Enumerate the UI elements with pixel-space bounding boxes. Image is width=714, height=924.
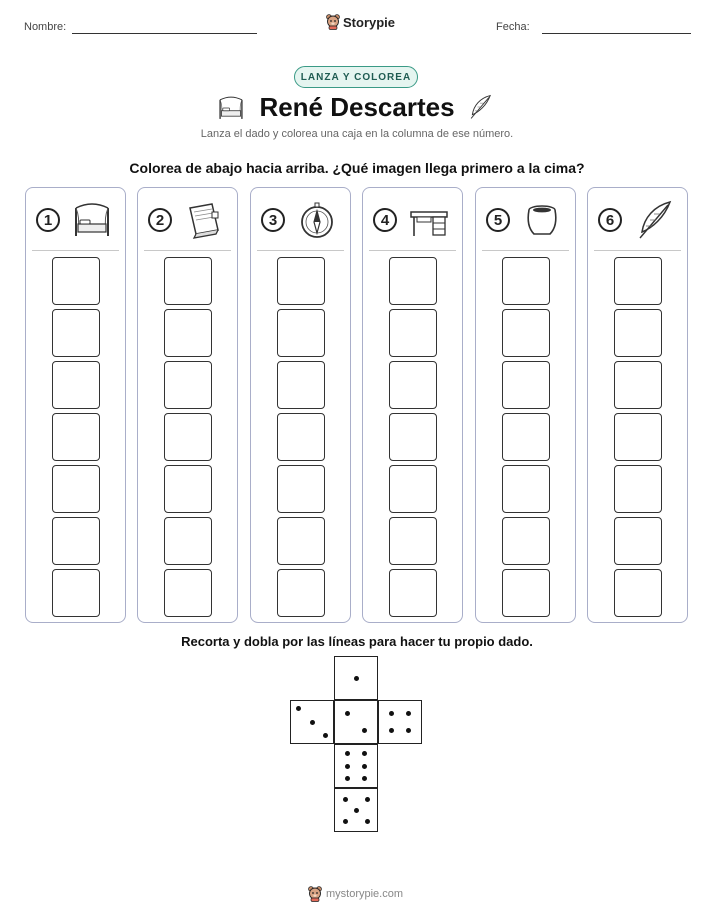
die-pip xyxy=(365,819,370,824)
column-divider xyxy=(32,250,119,251)
color-box[interactable] xyxy=(614,257,662,305)
name-label: Nombre: xyxy=(24,21,67,33)
color-box[interactable] xyxy=(277,517,325,565)
die-pip xyxy=(362,751,367,756)
bear-logo-icon xyxy=(326,14,340,30)
color-box[interactable] xyxy=(502,569,550,617)
color-box[interactable] xyxy=(502,517,550,565)
color-box[interactable] xyxy=(164,257,212,305)
footer xyxy=(308,886,403,902)
die-pip xyxy=(343,819,348,824)
color-box[interactable] xyxy=(52,569,100,617)
instruction: Colorea de abajo hacia arriba. ¿Qué imagen llega primero a la cima? xyxy=(129,160,585,176)
column-1 xyxy=(25,187,126,623)
color-box[interactable] xyxy=(164,569,212,617)
color-box[interactable] xyxy=(52,465,100,513)
quill-title-icon xyxy=(466,91,494,128)
die-pip xyxy=(354,808,359,813)
color-box[interactable] xyxy=(389,257,437,305)
die-net xyxy=(290,656,426,836)
die-pip xyxy=(323,733,328,738)
color-box[interactable] xyxy=(52,309,100,357)
date-line[interactable] xyxy=(542,33,691,34)
die-pip xyxy=(345,711,350,716)
die-pip xyxy=(345,751,350,756)
book-icon xyxy=(182,198,226,242)
column-number: 2 xyxy=(148,208,172,232)
color-box[interactable] xyxy=(389,361,437,409)
die-face-4 xyxy=(378,700,422,744)
page-title: René Descartes xyxy=(259,92,455,122)
column-number: 1 xyxy=(36,208,60,232)
die-face-5 xyxy=(334,788,378,832)
column-number: 4 xyxy=(373,208,397,232)
color-box[interactable] xyxy=(277,413,325,461)
pot-icon xyxy=(520,198,564,242)
die-pip xyxy=(362,728,367,733)
column-divider xyxy=(482,250,569,251)
date-label: Fecha: xyxy=(496,21,530,33)
die-face-1 xyxy=(334,656,378,700)
color-box[interactable] xyxy=(614,517,662,565)
color-box[interactable] xyxy=(164,361,212,409)
color-box[interactable] xyxy=(277,361,325,409)
bear-logo-icon xyxy=(308,886,322,902)
color-box[interactable] xyxy=(614,465,662,513)
quill-icon xyxy=(632,198,676,242)
column-divider xyxy=(144,250,231,251)
color-box[interactable] xyxy=(164,465,212,513)
color-box[interactable] xyxy=(614,361,662,409)
color-box[interactable] xyxy=(389,413,437,461)
die-pip xyxy=(345,776,350,781)
column-divider xyxy=(594,250,681,251)
cut-instruction: Recorta y dobla por las líneas para hacer tu propio dado. xyxy=(181,634,533,649)
die-pip xyxy=(389,728,394,733)
column-3 xyxy=(250,187,351,623)
column-number: 5 xyxy=(486,208,510,232)
color-box[interactable] xyxy=(502,309,550,357)
column-divider xyxy=(257,250,344,251)
compass-icon xyxy=(295,198,339,242)
color-box[interactable] xyxy=(52,413,100,461)
color-box[interactable] xyxy=(52,361,100,409)
die-pip xyxy=(362,776,367,781)
die-pip xyxy=(406,728,411,733)
name-line[interactable] xyxy=(72,33,257,34)
color-box[interactable] xyxy=(614,309,662,357)
brand-logo xyxy=(326,14,395,30)
die-pip xyxy=(310,720,315,725)
color-box[interactable] xyxy=(277,465,325,513)
column-5 xyxy=(475,187,576,623)
color-box[interactable] xyxy=(277,569,325,617)
color-box[interactable] xyxy=(52,257,100,305)
die-face-2 xyxy=(334,700,378,744)
column-number: 6 xyxy=(598,208,622,232)
color-box[interactable] xyxy=(502,361,550,409)
color-box[interactable] xyxy=(389,569,437,617)
color-box[interactable] xyxy=(164,413,212,461)
die-pip xyxy=(389,711,394,716)
color-box[interactable] xyxy=(164,309,212,357)
die-face-6 xyxy=(334,744,378,788)
brand-name: Storypie xyxy=(343,14,396,30)
column-6 xyxy=(587,187,688,623)
column-2 xyxy=(137,187,238,623)
die-pip xyxy=(343,797,348,802)
footer-url: mystorypie.com xyxy=(326,888,404,900)
die-face-3 xyxy=(290,700,334,744)
subtitle: Lanza el dado y colorea una caja en la columna de ese número. xyxy=(200,128,514,140)
color-box[interactable] xyxy=(502,413,550,461)
color-box[interactable] xyxy=(502,257,550,305)
color-box[interactable] xyxy=(164,517,212,565)
die-pip xyxy=(345,764,350,769)
color-box[interactable] xyxy=(389,465,437,513)
die-pip xyxy=(365,797,370,802)
die-pip xyxy=(406,711,411,716)
activity-badge: LANZA Y COLOREA xyxy=(294,66,418,88)
color-box[interactable] xyxy=(389,517,437,565)
column-4 xyxy=(362,187,463,623)
die-pip xyxy=(296,706,301,711)
color-box[interactable] xyxy=(614,569,662,617)
color-box[interactable] xyxy=(277,309,325,357)
die-pip xyxy=(362,764,367,769)
color-box[interactable] xyxy=(614,413,662,461)
color-box[interactable] xyxy=(502,465,550,513)
column-divider xyxy=(369,250,456,251)
color-box[interactable] xyxy=(52,517,100,565)
color-box[interactable] xyxy=(389,309,437,357)
die-pip xyxy=(354,676,359,681)
desk-icon xyxy=(407,198,451,242)
column-number: 3 xyxy=(261,208,285,232)
canopy-bed-icon xyxy=(70,198,114,242)
color-box[interactable] xyxy=(277,257,325,305)
